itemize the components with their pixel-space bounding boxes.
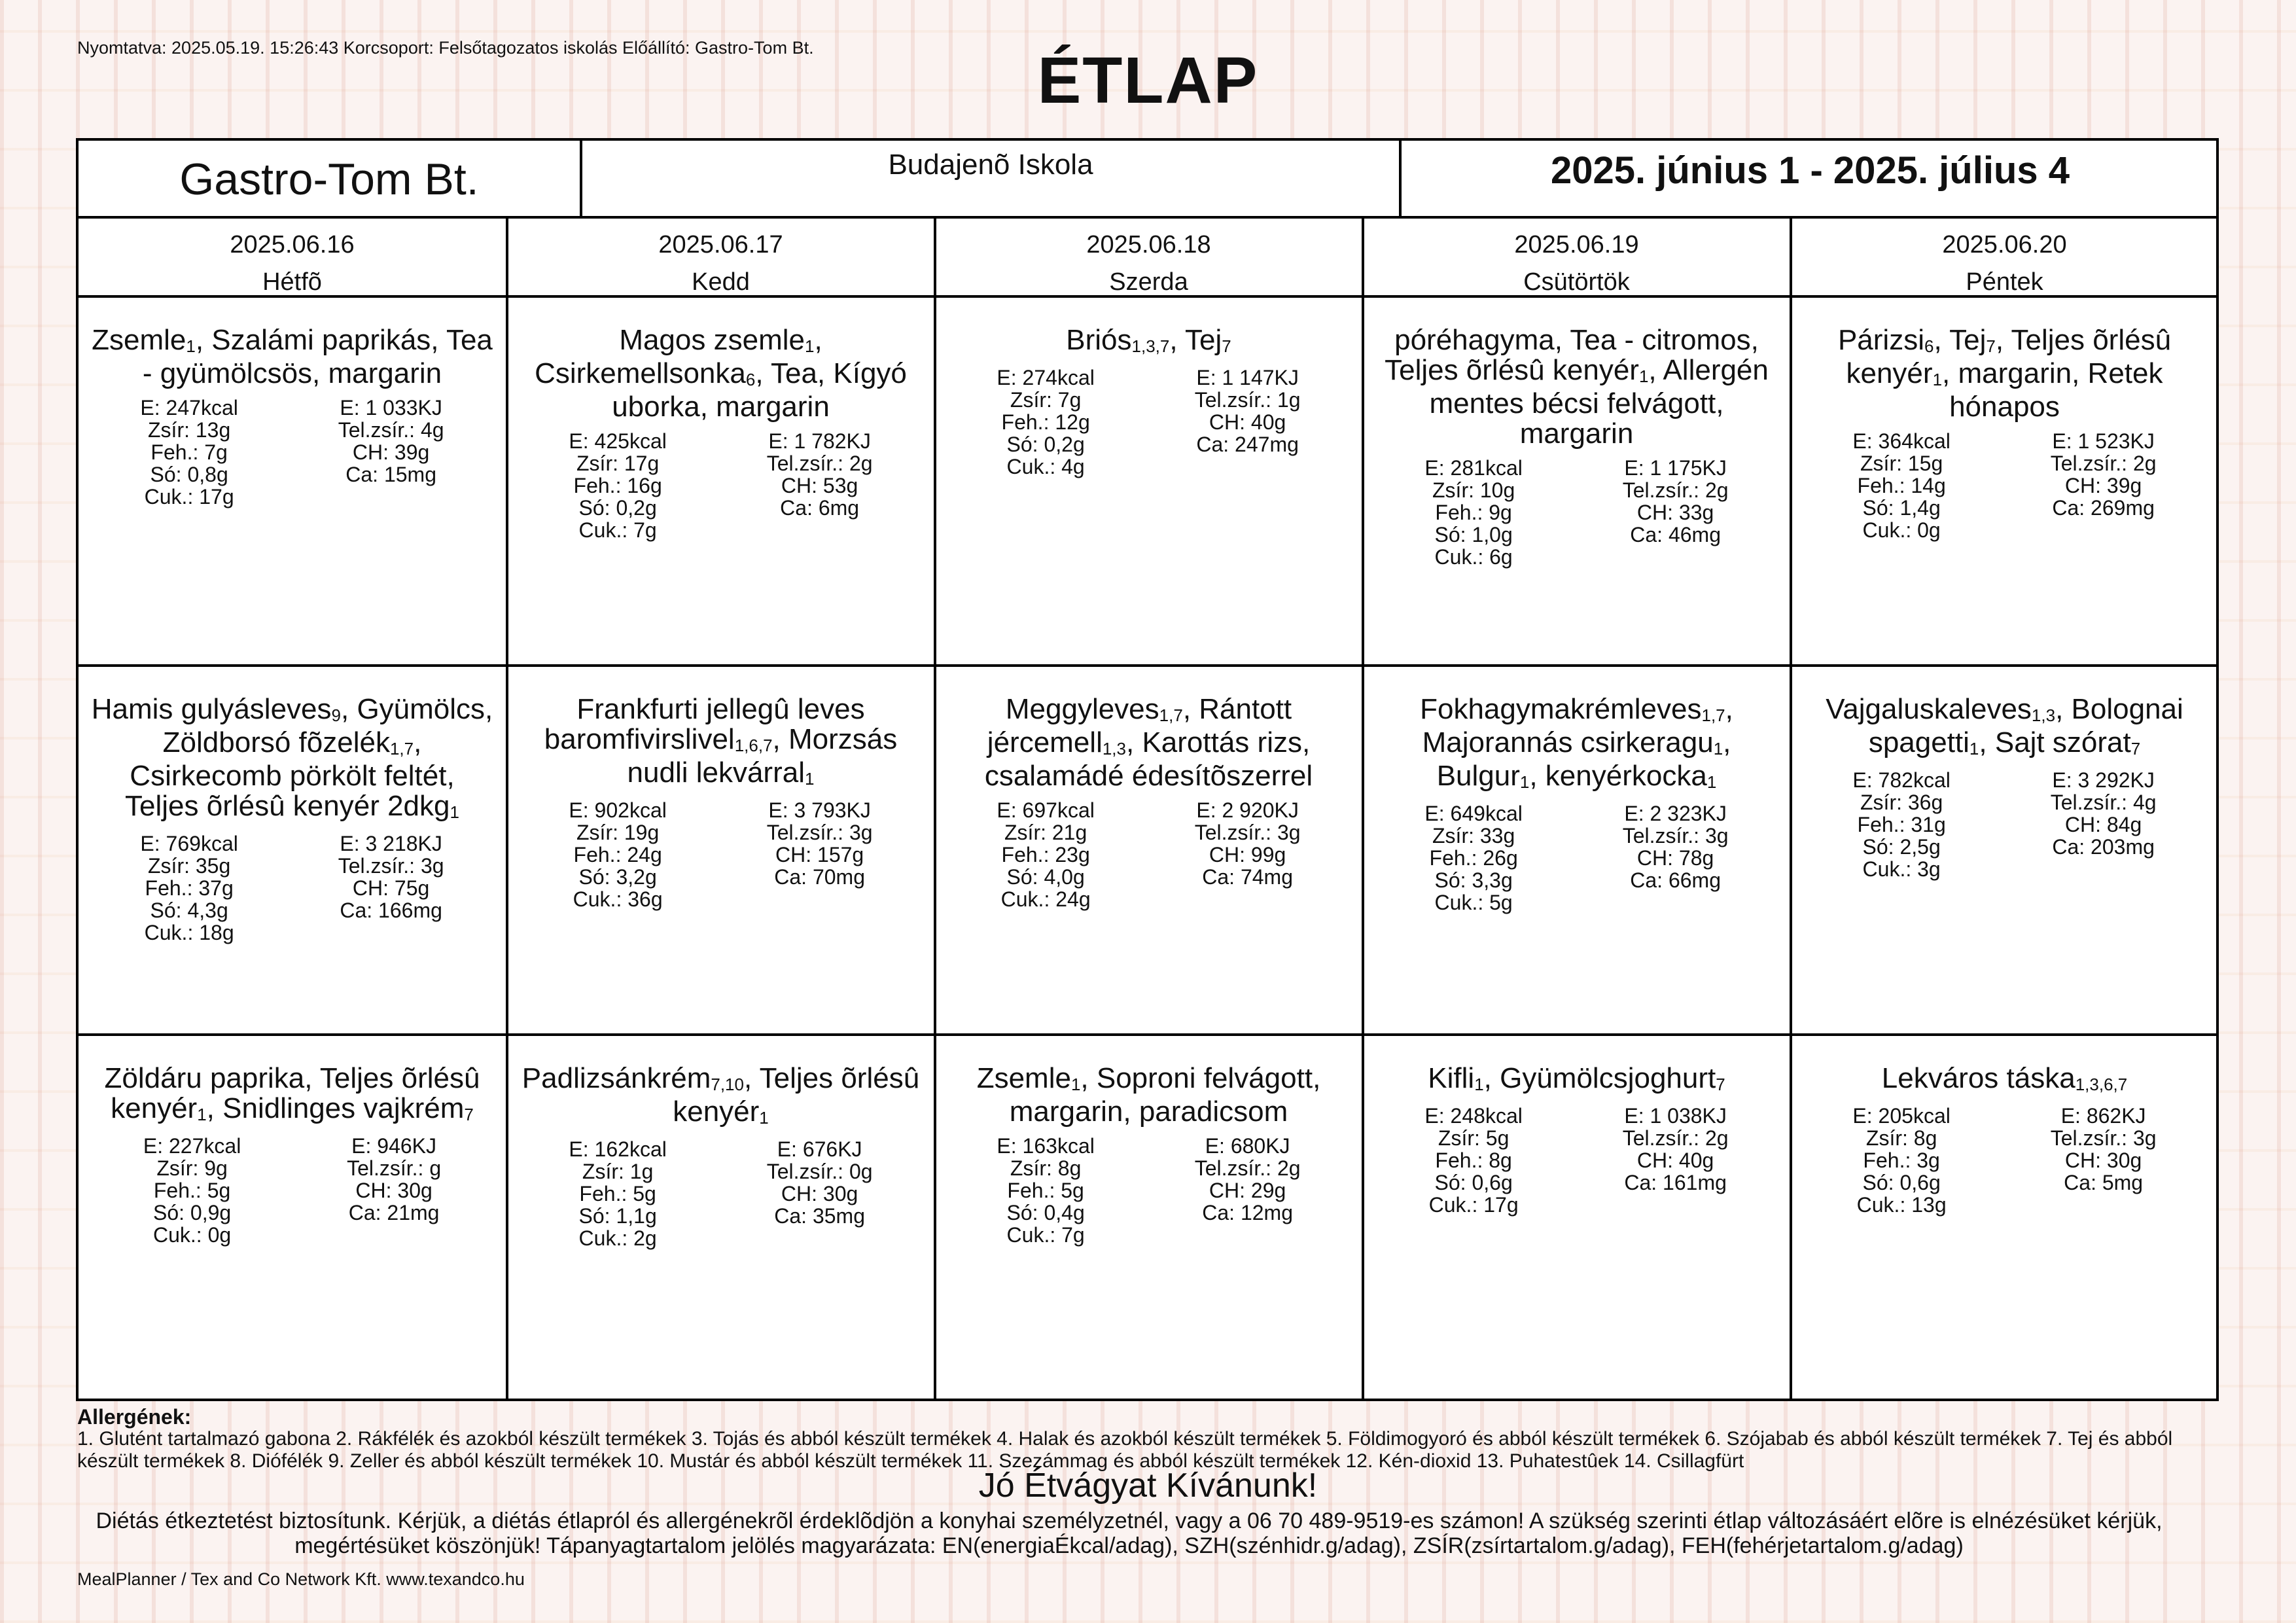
nutrition-column [1623,1105,1729,1216]
meal-title: Lekváros táska$_{1,3,6,7}$ [1881,1062,2128,1094]
nutrition-column [569,1138,666,1249]
nutrition-value: Só: 3,2g [578,865,657,889]
nutrition-value: Ca: 161mg [1624,1171,1727,1194]
provider-name: Gastro-Tom Bt. [79,141,582,219]
nutrition-value: Tel.zsír.: 3g [1622,824,1729,847]
nutrition-value: Zsír: 9g [156,1156,228,1180]
nutrition-value: Zsír: 7g [1010,388,1082,412]
nutrition-column [2051,1105,2157,1216]
nutrition-value: Cuk.: 17g [144,485,234,508]
day-name: Hétfõ [262,268,322,296]
nutrition-value: Só: 0,6g [1434,1171,1513,1194]
nutrition-column [143,1135,241,1246]
meal-cell [935,298,1362,664]
nutrition-value: Cuk.: 24g [1000,887,1091,911]
nutrition-value: Ca: 203mg [2052,835,2155,859]
nutrition-value: Só: 0,9g [152,1201,232,1224]
school-name: Budajenõ Iskola [582,141,1402,219]
day-header-wednesday [935,221,1362,302]
nutrition-value: CH: 40g [1209,410,1286,434]
nutrition-value: E: 862KJ [2060,1104,2146,1128]
nutrition-value: Tel.zsír.: 2g [1622,1126,1729,1150]
nutrition-value: Cuk.: 13g [1856,1193,1947,1217]
nutrition-column [569,430,666,541]
nutrition-value: CH: 39g [352,440,430,464]
nutrition-value: Zsír: 8g [1865,1126,1937,1150]
meal-title: Kifli$_1$, Gyümölcsjoghurt$_7$ [1428,1062,1725,1094]
nutrition-value: Cuk.: 4g [1006,455,1085,478]
meal-cell [935,1036,1362,1402]
nutrition-value: Tel.zsír.: 2g [2050,452,2157,475]
nutrition-value: Só: 0,6g [1862,1171,1941,1194]
nutrition-column [1424,1105,1522,1216]
nutrition-value: Tel.zsír.: 3g [1194,821,1301,844]
nutrition-value: E: 902kcal [569,798,667,822]
nutrition-value: Ca: 66mg [1630,868,1721,892]
nutrition-info [1803,1105,2206,1216]
nutrition-value: Tel.zsír.: 4g [2050,791,2157,814]
meal-cell [1363,1036,1790,1402]
nutrition-column [140,397,238,508]
diet-note: Diétás étkeztetést biztosítunk. Kérjük, a diétás étlapról és allergénekrõl érdeklõdjön a konyhai személyzetnél, vagy a 06 70 489-9519-es számon! A szükség szerinti étlap változásáért elõre is elnézésüket kérjük, megértésüket köszönjük! Tápanyagtartalom jelölés magyarázata: EN(energiaÉkcal/adag), SZH(szénhidr.g/adag), ZSÍR(zsírtartalom.g/adag), FEH(fehérjetartalom.g/adag) [96,1508,2163,1558]
nutrition-value: Feh.: 3g [1863,1149,1940,1172]
nutrition-value: Ca: 269mg [2052,496,2155,520]
meal-cell [935,667,1362,1033]
meal-title: Zöldáru paprika, Teljes õrlésû kenyér$_1$, Snidlinges vajkrém$_7$ [104,1062,480,1124]
nutrition-value: Feh.: 8g [1435,1149,1512,1172]
nutrition-info [1375,802,1778,914]
nutrition-value: Ca: 247mg [1196,433,1299,456]
nutrition-column [1852,769,1950,880]
nutrition-value: E: 248kcal [1424,1104,1523,1128]
meal-title: Magos zsemle$_1$, Csirkemellsonka$_6$, Tea, Kígyó uborka, margarin [535,324,907,423]
allergen-heading: Allergének: [77,1405,192,1429]
meal-title: Frankfurti jellegû leves baromfivirslivel$_{1,6,7}$, Morzsás nudli lekvárral$_1$ [544,693,898,789]
nutrition-value: E: 782kcal [1852,768,1951,792]
nutrition-value: Feh.: 9g [1435,501,1512,524]
page-title: ÉTLAP [1037,44,1259,117]
nutrition-value: E: 3 218KJ [340,832,442,855]
nutrition-value: Zsír: 15g [1860,452,1943,475]
meal-title: Hamis gulyásleves$_9$, Gyümölcs, Zöldborsó fõzelék$_{1,7}$, Csirkecomb pörkölt feltét, Teljes õrlésû kenyér 2dkg$_1$ [91,693,493,822]
nutrition-value: E: 1 147KJ [1196,366,1299,389]
date-range: 2025. június 1 - 2025. július 4 [1550,149,2070,192]
nutrition-value: Tel.zsír.: 0g [766,1160,873,1183]
nutrition-value: Feh.: 31g [1857,813,1946,836]
nutrition-value: Cuk.: 18g [144,921,234,944]
nutrition-value: E: 1 033KJ [340,396,442,419]
nutrition-column [140,832,238,944]
nutrition-value: E: 649kcal [1424,802,1523,825]
nutrition-info [947,366,1351,478]
nutrition-value: E: 227kcal [143,1134,241,1158]
nutrition-value: Só: 0,8g [150,463,228,486]
day-date: 2025.06.20 [1942,231,2067,259]
nutrition-value: Feh.: 26g [1429,846,1518,870]
nutrition-value: E: 2 920KJ [1196,798,1299,822]
nutrition-value: CH: 40g [1636,1149,1714,1172]
nutrition-info [90,1135,494,1246]
nutrition-value: Zsír: 17g [576,452,660,475]
nutrition-column [1424,457,1522,568]
nutrition-column [347,1135,441,1246]
meal-cell [507,667,934,1033]
nutrition-value: Zsír: 10g [1432,478,1515,502]
nutrition-column [997,799,1094,910]
nutrition-value: E: 162kcal [569,1137,667,1161]
nutrition-value: E: 1 782KJ [768,429,871,453]
nutrition-value: CH: 30g [355,1179,433,1202]
nutrition-info [947,799,1351,910]
nutrition-value: Cuk.: 0g [153,1223,232,1247]
nutrition-value: CH: 84g [2064,813,2142,836]
nutrition-column [1195,366,1301,478]
nutrition-value: CH: 99g [1209,843,1286,866]
nutrition-value: E: 1 038KJ [1624,1104,1727,1128]
nutrition-info [1375,1105,1778,1216]
nutrition-value: Só: 4,3g [150,899,228,922]
nutrition-value: Ca: 74mg [1202,865,1293,889]
nutrition-value: E: 3 793KJ [768,798,871,822]
meal-title: Padlizsánkrém$_{7,10}$, Teljes õrlésû kenyér$_1$ [521,1062,920,1128]
meal-cell [1791,1036,2218,1402]
nutrition-value: Tel.zsír.: 2g [1622,478,1729,502]
nutrition-column [2051,430,2157,541]
nutrition-value: Cuk.: 2g [578,1226,657,1250]
nutrition-value: Ca: 46mg [1630,523,1721,546]
closing-greeting: Jó Étvágyat Kívánunk! [978,1467,1318,1505]
nutrition-column [767,430,873,541]
nutrition-value: E: 680KJ [1205,1134,1290,1158]
allergen-legend [77,1406,2218,1472]
nutrition-value: Tel.zsír.: 2g [766,452,873,475]
nutrition-value: E: 205kcal [1852,1104,1951,1128]
nutrition-value: Só: 0,4g [1006,1201,1085,1224]
nutrition-column [569,799,666,910]
day-date: 2025.06.17 [658,231,783,259]
nutrition-value: Feh.: 12g [1001,410,1090,434]
nutrition-value: Cuk.: 7g [578,518,657,542]
nutrition-value: Só: 1,1g [578,1204,657,1228]
meal-cell [507,298,934,664]
meal-title: Fokhagymakrémleves$_{1,7}$, Majorannás csirkeragu$_1$, Bulgur$_1$, kenyérkocka$_1$ [1420,693,1733,792]
meal-title: póréhagyma, Tea - citromos, Teljes õrlésû kenyér$_1$, Allergén mentes bécsi felvágott, margarin [1385,324,1769,450]
nutrition-value: Ca: 166mg [340,899,442,922]
day-name: Kedd [692,268,750,296]
nutrition-value: Cuk.: 6g [1434,545,1513,569]
nutrition-value: CH: 30g [781,1182,858,1205]
nutrition-value: E: 364kcal [1852,429,1951,453]
nutrition-value: E: 281kcal [1424,456,1523,480]
meal-cell [79,667,506,1033]
nutrition-column [1195,799,1301,910]
nutrition-column [1623,457,1729,568]
nutrition-value: Tel.zsír.: 3g [2050,1126,2157,1150]
nutrition-value: Ca: 21mg [348,1201,440,1224]
nutrition-value: Ca: 6mg [780,496,860,520]
nutrition-value: Feh.: 23g [1001,843,1090,866]
nutrition-value: E: 1 523KJ [2052,429,2155,453]
nutrition-value: Feh.: 5g [579,1182,656,1205]
nutrition-info [519,430,923,541]
nutrition-column [997,366,1094,478]
nutrition-column [338,832,444,944]
meal-title: Meggyleves$_{1,7}$, Rántott jércemell$_{1,3}$, Karottás rizs, csalamádé édesítõszerrel [984,693,1313,792]
meal-title: Briós$_{1,3,7}$, Tej$_7$ [1066,324,1231,356]
footer-credit: MealPlanner / Tex and Co Network Kft. www.texandco.hu [77,1569,525,1589]
nutrition-value: Só: 4,0g [1006,865,1085,889]
nutrition-value: Zsír: 21g [1004,821,1087,844]
nutrition-column [997,1135,1094,1246]
day-name: Péntek [1966,268,2043,296]
nutrition-column [767,799,873,910]
nutrition-value: Ca: 5mg [2064,1171,2144,1194]
nutrition-column [1424,802,1522,914]
nutrition-value: Ca: 12mg [1202,1201,1293,1224]
nutrition-value: E: 425kcal [569,429,667,453]
nutrition-value: Tel.zsír.: 4g [338,418,444,442]
nutrition-value: Cuk.: 7g [1006,1223,1085,1247]
nutrition-value: Tel.zsír.: 3g [338,854,444,878]
nutrition-value: Só: 0,2g [578,496,657,520]
nutrition-value: CH: 30g [2064,1149,2142,1172]
nutrition-info [519,799,923,910]
meal-cell [1363,667,1790,1033]
day-header-thursday [1363,221,1790,302]
nutrition-value: Tel.zsír.: 3g [766,821,873,844]
nutrition-value: Feh.: 14g [1857,474,1946,497]
meal-cell [507,1036,934,1402]
nutrition-value: E: 274kcal [997,366,1095,389]
nutrition-value: E: 2 323KJ [1624,802,1727,825]
nutrition-value: CH: 33g [1636,501,1714,524]
meal-title: Zsemle$_1$, Soproni felvágott, margarin, paradicsom [976,1062,1321,1128]
day-date: 2025.06.19 [1514,231,1639,259]
nutrition-column [1195,1135,1301,1246]
nutrition-value: CH: 78g [1636,846,1714,870]
nutrition-value: Zsír: 33g [1432,824,1515,847]
nutrition-value: E: 676KJ [777,1137,862,1161]
nutrition-value: E: 946KJ [351,1134,437,1158]
nutrition-value: Ca: 70mg [774,865,865,889]
nutrition-value: Só: 2,5g [1862,835,1941,859]
nutrition-value: Tel.zsír.: 1g [1194,388,1301,412]
nutrition-value: E: 769kcal [140,832,238,855]
nutrition-value: Feh.: 5g [153,1179,231,1202]
nutrition-value: Zsír: 36g [1860,791,1943,814]
nutrition-value: Tel.zsír.: g [347,1156,442,1180]
nutrition-info [1375,457,1778,568]
nutrition-value: E: 697kcal [997,798,1095,822]
nutrition-value: Tel.zsír.: 2g [1194,1156,1301,1180]
day-date: 2025.06.18 [1086,231,1211,259]
nutrition-value: Zsír: 19g [576,821,660,844]
nutrition-value: CH: 29g [1209,1179,1286,1202]
nutrition-column [767,1138,873,1249]
nutrition-info [1803,430,2206,541]
nutrition-value: Cuk.: 36g [573,887,663,911]
nutrition-column [1623,802,1729,914]
nutrition-info [90,832,494,944]
nutrition-value: Feh.: 5g [1007,1179,1084,1202]
nutrition-value: Ca: 35mg [774,1204,865,1228]
nutrition-value: Cuk.: 5g [1434,891,1513,914]
nutrition-column [338,397,444,508]
nutrition-value: Feh.: 16g [573,474,662,497]
nutrition-value: Zsír: 5g [1438,1126,1510,1150]
nutrition-value: Só: 1,0g [1434,523,1513,546]
nutrition-info [947,1135,1351,1246]
nutrition-value: CH: 53g [781,474,858,497]
nutrition-value: Só: 1,4g [1862,496,1941,520]
nutrition-value: Feh.: 37g [145,876,234,900]
nutrition-value: E: 247kcal [140,396,238,419]
nutrition-column [1852,430,1950,541]
menu-grid [76,138,2219,1401]
day-header-monday [79,221,506,302]
nutrition-value: E: 1 175KJ [1624,456,1727,480]
nutrition-column [2051,769,2157,880]
day-header-friday [1791,221,2218,302]
meal-cell [1363,298,1790,664]
meal-cell [1791,667,2218,1033]
nutrition-value: Feh.: 7g [150,440,228,464]
meal-cell [79,1036,506,1402]
nutrition-value: Zsír: 13g [148,418,231,442]
nutrition-value: Cuk.: 3g [1862,857,1941,881]
nutrition-value: E: 163kcal [997,1134,1095,1158]
nutrition-value: Zsír: 8g [1010,1156,1082,1180]
nutrition-value: CH: 39g [2064,474,2142,497]
print-meta-line: Nyomtatva: 2025.05.19. 15:26:43 Korcsoport: Felsőtagozatos iskolás Előállító: Gastro-Tom Bt. [77,38,814,58]
nutrition-value: CH: 157g [775,843,864,866]
meal-cell [1791,298,2218,664]
divider [79,216,2216,219]
nutrition-info [519,1138,923,1249]
nutrition-value: Ca: 15mg [345,463,436,486]
meal-title: Párizsi$_6$, Tej$_7$, Teljes õrlésû kenyér$_1$, margarin, Retek hónapos [1837,324,2172,423]
nutrition-value: Cuk.: 0g [1862,518,1941,542]
allergen-list: 1. Glutént tartalmazó gabona 2. Rákfélék és azokból készült termékek 3. Tojás és abból készült termékek 4. Halak és azokból készült termékek 5. Földimogyoró és abból készült termékek 6. Szójabab és abból készült termékek 7. Tej és abból készült termékek 8. Diófélék 9. Zeller és abból készült termékek 10. Mustár és abból készült termékek 11. Szezámmag és abból készült termékek 12. Kén-dioxid 13. Puhatestûek 14. Csillagfürt [77,1428,2173,1472]
meal-cell [79,298,506,664]
nutrition-column [1852,1105,1950,1216]
day-name: Szerda [1109,268,1188,296]
nutrition-info [90,397,494,508]
meal-title: Vajgaluskaleves$_{1,3}$, Bolognai spagetti$_1$, Sajt szórat$_7$ [1826,693,2183,758]
nutrition-value: Só: 0,2g [1006,433,1085,456]
day-name: Csütörtök [1523,268,1630,296]
meal-title: Zsemle$_1$, Szalámi paprikás, Tea - gyümölcsös, margarin [92,324,493,389]
day-date: 2025.06.16 [230,231,355,259]
nutrition-value: Só: 3,3g [1434,868,1513,892]
nutrition-value: Cuk.: 17g [1428,1193,1519,1217]
nutrition-value: Zsír: 1g [582,1160,654,1183]
nutrition-value: CH: 75g [352,876,430,900]
nutrition-value: E: 3 292KJ [2052,768,2155,792]
nutrition-value: Feh.: 24g [573,843,662,866]
nutrition-value: Zsír: 35g [148,854,231,878]
nutrition-info [1803,769,2206,880]
day-header-tuesday [507,221,934,302]
